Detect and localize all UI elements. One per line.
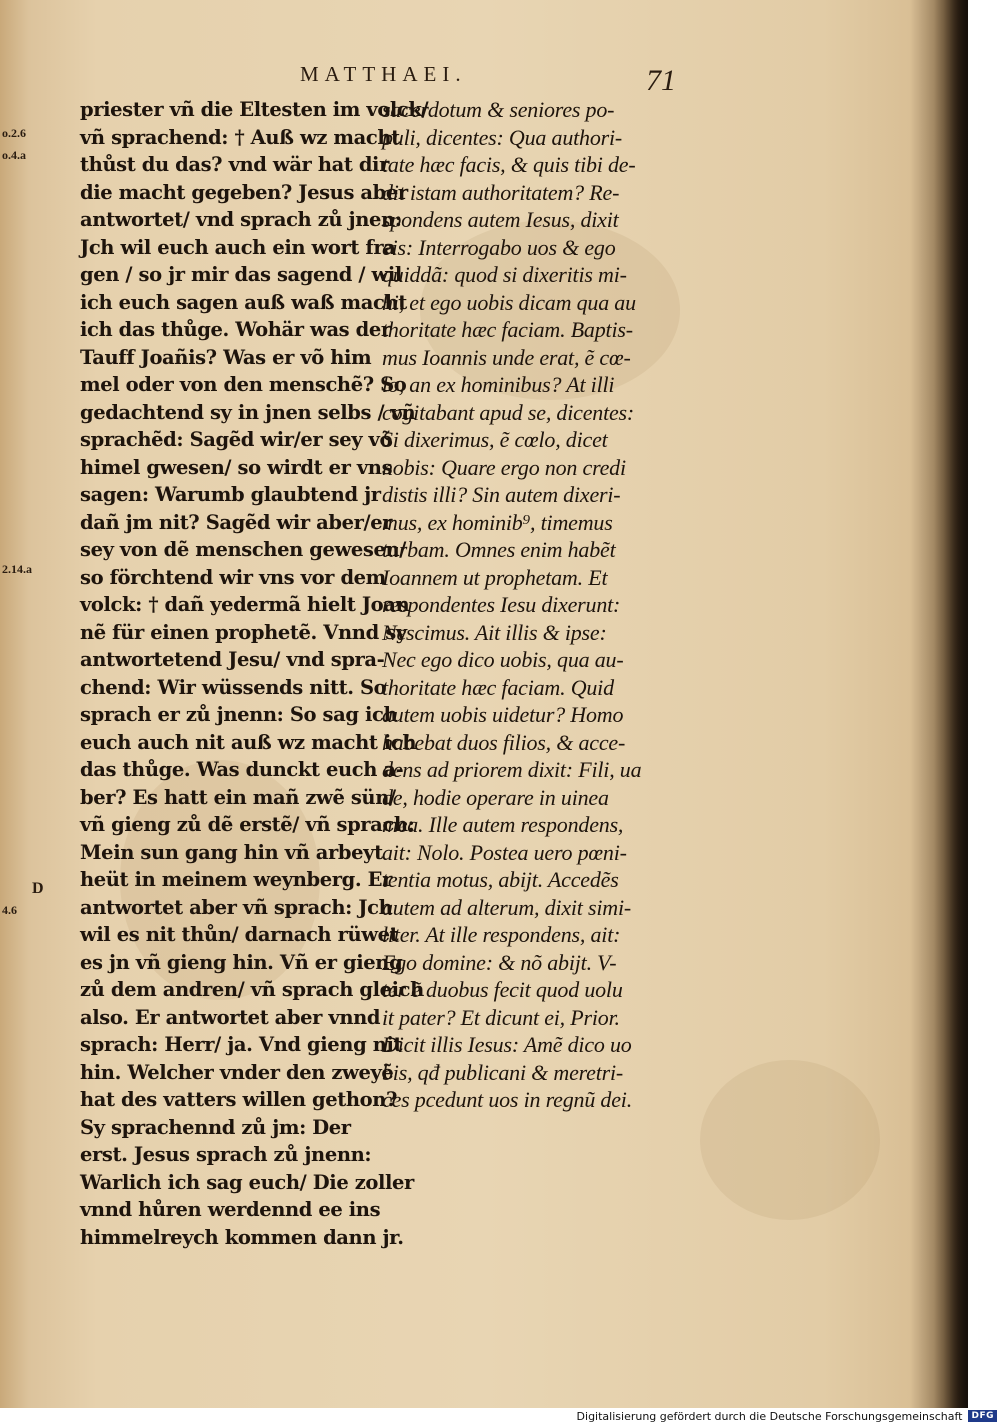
text-line: gen / so jr mir das sagend / wil	[80, 263, 402, 286]
text-line: mus Ioannis unde erat, ẽ cœ-	[382, 344, 631, 370]
folio-number: 71	[646, 64, 676, 97]
text-line: vnnd hůren werdennd ee ins	[80, 1198, 381, 1221]
text-line: spondens autem Iesus, dixit	[382, 207, 619, 232]
text-line: priester vñ die Eltesten im volck/	[80, 98, 429, 121]
text-line: dit istam authoritatem? Re-	[382, 179, 620, 205]
text-line: Nescimus. Ait illis & ipse:	[382, 619, 607, 645]
digitization-credit	[577, 1408, 1000, 1424]
text-line: liter. At ille respondens, ait:	[382, 922, 621, 947]
text-line: de, hodie operare in uinea	[382, 784, 609, 810]
running-head: MATTHAEI.	[300, 62, 467, 86]
text-line: puli, dicentes: Qua authori-	[382, 124, 623, 150]
dfg-logo: DFG	[968, 1410, 997, 1422]
text-line: die macht gegeben? Jesus aber	[80, 180, 408, 204]
text-line: turbam. Omnes enim habẽt	[382, 537, 616, 562]
text-line: Nec ego dico uobis, qua au-	[382, 647, 624, 672]
text-line: hat des vatters willen gethon?	[80, 1088, 398, 1111]
text-line: dañ jm nit? Sagẽd wir aber/er	[80, 510, 393, 534]
text-line: cogitabant apud se, dicentes:	[382, 399, 635, 425]
text-line: ber? Es hatt ein mañ zwẽ sün/	[80, 785, 396, 809]
credit-text: Digitalisierung gefördert durch die Deutsche Forschungsgemeinschaft	[576, 1409, 963, 1423]
paper-stain	[700, 1060, 880, 1220]
german-text-column	[80, 96, 428, 1251]
text-line: sagen: Warumb glaubtend jr	[80, 483, 381, 506]
text-line: sacerdotum & seniores po-	[382, 97, 615, 122]
text-line: vñ sprachend: † Auß wz macht	[80, 125, 400, 149]
text-line: sprach: Herr/ ja. Vnd gieng nit	[80, 1033, 403, 1056]
text-line: hin. Welcher vnder den zweyẽ	[80, 1060, 394, 1084]
text-line: himel gwesen/ so wirdt er vns	[80, 455, 393, 479]
text-line: hi, et ego uobis dicam qua au	[382, 289, 636, 315]
text-line: antwortetend Jesu/ vnd spra-	[80, 648, 385, 671]
text-line: also. Er antwortet aber vnnd	[80, 1005, 381, 1029]
text-line: heüt in meinem weynberg. Er	[80, 868, 392, 891]
text-line: antwortet aber vñ sprach: Jch	[80, 895, 393, 919]
text-line: it pater? Et dicunt ei, Prior.	[382, 1004, 620, 1030]
text-line: Jch wil euch auch ein wort fra	[80, 235, 396, 259]
text-line: wil es nit thůn/ darnach rüwet	[80, 923, 399, 946]
text-line: dens ad priorem dixit: Fili, ua	[382, 757, 642, 782]
margin-reference: 4.6	[2, 903, 17, 917]
text-line: sprachẽd: Sagẽd wir/er sey võ	[80, 428, 393, 451]
latin-text-column	[382, 96, 641, 1114]
text-line: Mein sun gang hin vñ arbeyt	[80, 840, 383, 864]
text-line: das thůge. Was dunckt euch a-	[80, 758, 404, 781]
text-line: ich euch sagen auß waß macht	[80, 290, 407, 314]
text-line: mea. Ille autem respondens,	[382, 812, 624, 837]
text-line: ter ẽ duobus fecit quod uolu	[382, 977, 623, 1002]
text-line: chend: Wir wüssends nitt. So	[80, 675, 387, 699]
text-line: Dicit illis Iesus: Amẽ dico uo	[382, 1032, 632, 1057]
text-line: mus, ex hominib⁹, timemus	[382, 509, 613, 535]
text-line: tentia motus, abijt. Accedẽs	[382, 867, 619, 892]
text-line: quiddã: quod si dixeritis mi-	[382, 262, 627, 287]
margin-reference: o.4.a	[2, 148, 26, 162]
text-line: sprach er zů jnenn: So sag ich	[80, 703, 398, 726]
text-line: vñ gieng zů dẽ erstẽ/ vñ sprach:	[80, 813, 415, 836]
text-line: autem ad alterum, dixit simi-	[382, 894, 632, 920]
text-line: volck: † dañ yedermã hielt Joan	[80, 593, 410, 616]
text-line: thůst du das? vnd wär hat dir	[80, 153, 389, 176]
text-line: euch auch nit auß wz macht ich	[80, 730, 417, 754]
text-line: zů dem andren/ vñ sprach gleich	[80, 978, 424, 1001]
text-line: sey von dẽ menschen gewesen/	[80, 538, 406, 561]
text-line: es jn vñ gieng hin. Vñ er gieng	[80, 950, 403, 974]
text-line: Ego domine: & nõ abijt. V-	[382, 949, 617, 975]
text-line: habebat duos filios, & acce-	[382, 729, 626, 755]
text-line: Warlich ich sag euch/ Die zoller	[80, 1170, 414, 1194]
margin-reference: o.2.6	[2, 126, 26, 140]
text-line: Sy sprachennd zů jm: Der	[80, 1115, 351, 1139]
text-line: distis illi? Sin autem dixeri-	[382, 482, 621, 507]
text-line: himmelreych kommen dann jr.	[80, 1225, 404, 1249]
text-line: tate hæc facis, & quis tibi de-	[382, 152, 636, 177]
text-line: nẽ für einen prophetẽ. Vnnd sy	[80, 620, 407, 644]
text-line: respondentes Iesu dixerunt:	[382, 592, 621, 617]
text-line: autem uobis uidetur? Homo	[382, 702, 624, 727]
text-line: thoritate hæc faciam. Baptis-	[382, 317, 633, 342]
text-line: lo, an ex hominibus? At illi	[382, 372, 615, 397]
text-line: bis, qđ publicani & meretri-	[382, 1059, 624, 1085]
text-line: gedachtend sy in jnen selbs / vñ	[80, 400, 416, 424]
margin-reference: 2.14.a	[2, 562, 32, 576]
text-line: mel oder von den menschẽ? So	[80, 373, 407, 396]
text-line: erst. Jesus sprach zů jnenn:	[80, 1143, 372, 1166]
text-line: so förchtend wir vns vor dem	[80, 565, 386, 589]
margin-section-letter: D	[32, 880, 44, 897]
text-line: Ioannem ut prophetam. Et	[382, 564, 608, 590]
text-line: nobis: Quare ergo non credi	[382, 454, 626, 480]
text-line: Tauff Joañis? Was er võ him	[80, 345, 372, 369]
text-line: ces pcedunt uos in regnũ dei.	[382, 1087, 632, 1112]
text-line: Si dixerimus, ẽ cœlo, dicet	[382, 427, 608, 452]
text-line: antwortet/ vnd sprach zů jnen:	[80, 208, 402, 231]
text-line: thoritate hæc faciam. Quid	[382, 674, 614, 700]
page-edge-shadow	[934, 0, 968, 1408]
text-line: eis: Interrogabo uos & ego	[382, 234, 616, 260]
text-line: ich das thůge. Wohär was der	[80, 318, 391, 341]
text-line: ait: Nolo. Postea uero pœni-	[382, 839, 627, 865]
